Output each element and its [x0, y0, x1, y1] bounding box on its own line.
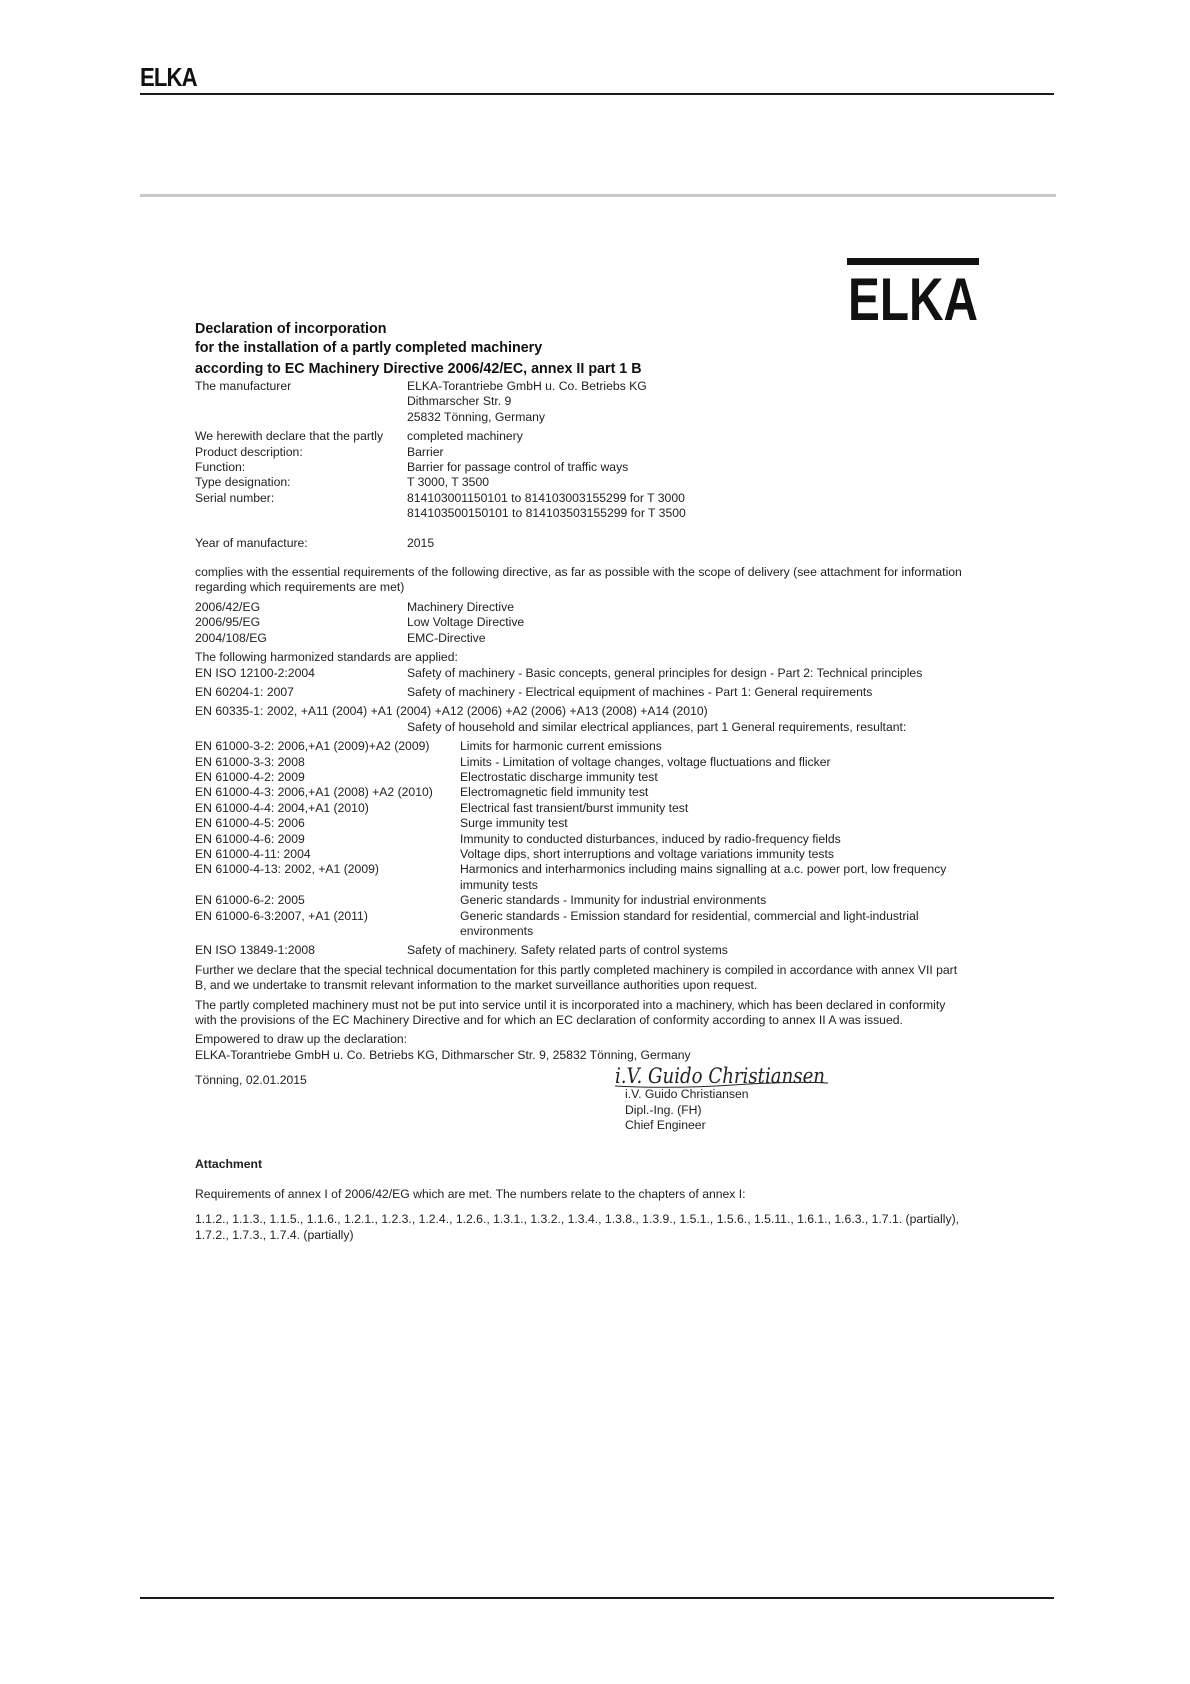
- signature-text: i.V. Guido Christiansen: [615, 1064, 825, 1089]
- product-description-label: Product description:: [195, 444, 303, 459]
- standard-description: Generic standards - Emission standard for residential, commercial and light-industrial environments: [460, 908, 919, 938]
- standard-description: Electromagnetic field immunity test: [460, 785, 649, 800]
- partly-completed-text: The partly completed machinery must not be put into service until it is incorporated into a machinery, which has been declared in conformity with the provisions of the EC Machinery Directive and for which an EC declaration of conformity according to annex II A was issued.: [195, 997, 946, 1028]
- product-description-value: Barrier: [407, 444, 444, 459]
- standard-code: EN 61000-3-3: 2008: [195, 754, 305, 769]
- attachment-heading: Attachment: [195, 1157, 263, 1172]
- svg-text:ELKA: ELKA: [848, 266, 978, 333]
- year-label: Year of manufacture:: [195, 535, 308, 550]
- standard-60335-description: Safety of household and similar electrical appliances, part 1 General requirements, resultant:: [407, 719, 907, 734]
- header-divider: [140, 93, 1054, 95]
- year-value: 2015: [407, 535, 435, 550]
- title-line-1: Declaration of incorporation: [195, 321, 387, 337]
- directive-code: 2004/108/EG: [195, 630, 267, 645]
- signatory-degree: Dipl.-Ing. (FH): [625, 1102, 702, 1117]
- standard-code: EN ISO 13849-1:2008: [195, 943, 315, 958]
- standard-code: EN 61000-6-3:2007, +A1 (2011): [195, 908, 368, 923]
- place-date: Tönning, 02.01.2015: [195, 1073, 307, 1088]
- directive-code: 2006/95/EG: [195, 615, 261, 630]
- handwritten-signature: [613, 1061, 833, 1091]
- empowered-line-2: ELKA-Torantriebe GmbH u. Co. Betriebs KG, Dithmarscher Str. 9, 25832 Tönning, Germany: [195, 1047, 691, 1062]
- manufacturer-label: The manufacturer: [195, 379, 292, 393]
- serial-number-label: Serial number:: [195, 490, 275, 505]
- declare-intro-left: We herewith declare that the partly: [195, 429, 384, 444]
- standard-description: Limits for harmonic current emissions: [460, 739, 662, 754]
- elka-logo: [847, 258, 979, 333]
- complies-text: complies with the essential requirements of the following directive, as far as possible with the scope of delivery (see attachment for information regarding which requirements are met): [195, 565, 962, 595]
- footer-divider: [140, 1597, 1054, 1599]
- standard-description: Safety of machinery. Safety related parts of control systems: [407, 943, 728, 958]
- directive-name: Machinery Directive: [407, 599, 515, 614]
- manufacturer-street: Dithmarscher Str. 9: [407, 394, 512, 409]
- declare-intro-right: completed machinery: [407, 429, 523, 444]
- standard-60335-code: EN 60335-1: 2002, +A11 (2004) +A1 (2004) +A12 (2006) +A2 (2006) +A13 (2008) +A14 (2010): [195, 704, 708, 719]
- standard-code: EN 61000-6-2: 2005: [195, 893, 305, 908]
- standard-description: Harmonics and interharmonics including mains signalling at a.c. power port, low frequency immunity tests: [460, 862, 947, 892]
- manufacturer-city: 25832 Tönning, Germany: [407, 409, 545, 424]
- section-divider: [140, 194, 1056, 197]
- empowered-line-1: Empowered to draw up the declaration:: [195, 1032, 408, 1047]
- manufacturer-row: [195, 379, 965, 425]
- standard-code: EN 61000-4-5: 2006: [195, 816, 305, 831]
- signatory-position: Chief Engineer: [625, 1118, 706, 1133]
- standard-code: EN 61000-4-13: 2002, +A1 (2009): [195, 862, 379, 877]
- type-designation-value: T 3000, T 3500: [407, 475, 489, 490]
- standard-description: Electrical fast transient/burst immunity test: [460, 800, 689, 815]
- standard-code: EN ISO 12100-2:2004: [195, 665, 315, 680]
- standard-description: Immunity to conducted disturbances, induced by radio-frequency fields: [460, 831, 841, 846]
- standard-description: Safety of machinery - Electrical equipment of machines - Part 1: General requirements: [407, 684, 873, 699]
- title-line-3: according to EC Machinery Directive 2006/42/EC, annex II part 1 B: [195, 361, 642, 377]
- function-label: Function:: [195, 460, 246, 475]
- standards-intro: The following harmonized standards are applied:: [195, 650, 458, 665]
- attachment-intro: Requirements of annex I of 2006/42/EG which are met. The numbers relate to the chapters of annex I:: [195, 1186, 746, 1201]
- standard-description: Generic standards - Immunity for industrial environments: [460, 893, 767, 908]
- standard-description: Electrostatic discharge immunity test: [460, 769, 658, 784]
- serial-number-2: 814103500150101 to 814103503155299 for T 3500: [407, 506, 686, 521]
- title-line-2: for the installation of a partly completed machinery: [195, 340, 543, 356]
- manufacturer-name: ELKA-Torantriebe GmbH u. Co. Betriebs KG: [407, 379, 647, 393]
- standard-description: Voltage dips, short interruptions and voltage variations immunity tests: [460, 846, 834, 861]
- standard-code: EN 61000-4-2: 2009: [195, 769, 305, 784]
- function-value: Barrier for passage control of traffic ways: [407, 460, 629, 475]
- standard-code: EN 61000-4-4: 2004,+A1 (2010): [195, 800, 369, 815]
- declaration-document: [195, 320, 965, 1243]
- standard-code: EN 60204-1: 2007: [195, 684, 294, 699]
- standard-code: EN 61000-3-2: 2006,+A1 (2009)+A2 (2009): [195, 739, 430, 754]
- standard-description: Safety of machinery - Basic concepts, general principles for design - Part 2: Technical principles: [407, 665, 923, 680]
- header-logo: ELKA: [140, 62, 197, 92]
- directive-code: 2006/42/EG: [195, 599, 261, 614]
- signatory-name: i.V. Guido Christiansen: [625, 1087, 749, 1102]
- standard-description: Surge immunity test: [460, 816, 568, 831]
- type-designation-label: Type designation:: [195, 475, 291, 490]
- signature-block: [195, 1064, 965, 1133]
- standard-code: EN 61000-4-11: 2004: [195, 846, 311, 861]
- standard-code: EN 61000-4-6: 2009: [195, 831, 305, 846]
- further-declaration-text: Further we declare that the special technical documentation for this partly completed machinery is compiled in accordance with annex VII part B, and we undertake to transmit relevant information to the market surveillance authorities upon request.: [195, 962, 958, 993]
- attachment-numbers: 1.1.2., 1.1.3., 1.1.5., 1.1.6., 1.2.1., 1.2.3., 1.2.4., 1.2.6., 1.3.1., 1.3.2., 1.3.4., 1.3.8., 1.3.9., 1.5.1., 1.5.6., 1.5.11., 1.6.1., 1.6.3., 1.7.1. (partially), 1.7.2., 1.7.3., 1.7.4. (partially): [195, 1212, 960, 1242]
- standard-description: Limits - Limitation of voltage changes, voltage fluctuations and flicker: [460, 754, 831, 769]
- directive-name: EMC-Directive: [407, 630, 486, 645]
- serial-number-1: 814103001150101 to 814103003155299 for T 3000: [407, 490, 685, 505]
- standard-code: EN 61000-4-3: 2006,+A1 (2008) +A2 (2010): [195, 785, 433, 800]
- directive-name: Low Voltage Directive: [407, 615, 525, 630]
